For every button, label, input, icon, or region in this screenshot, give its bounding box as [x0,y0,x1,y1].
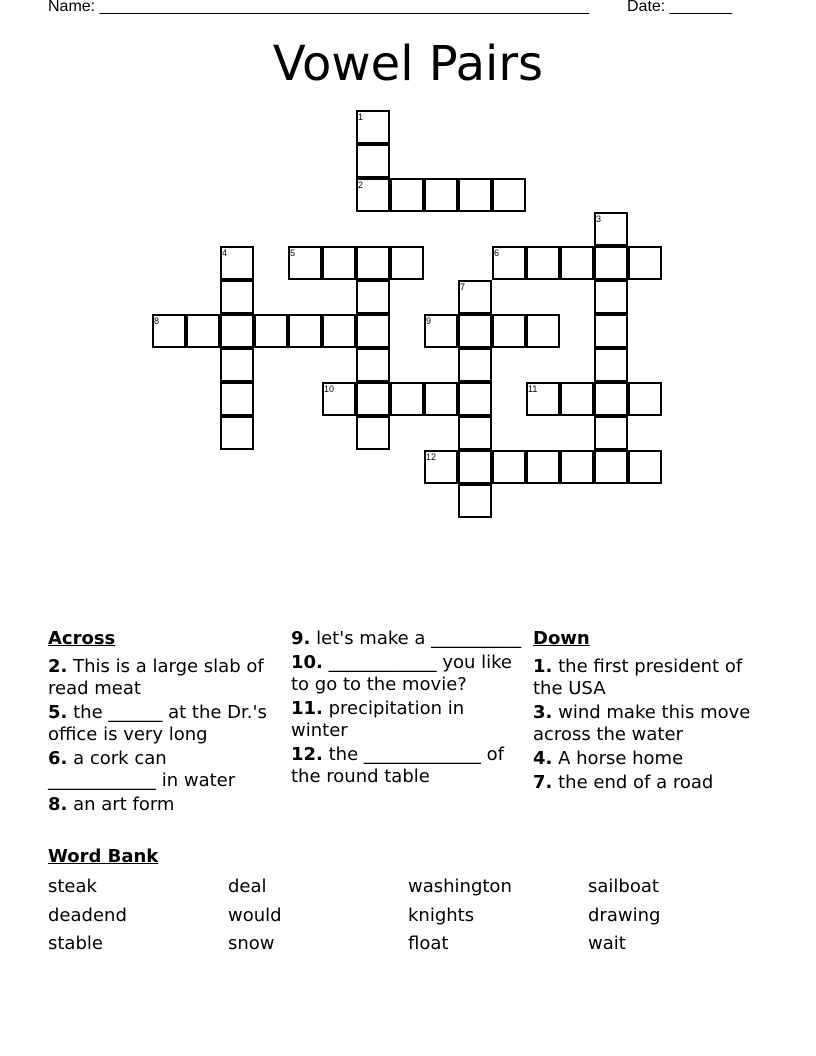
word-bank-item: would [228,904,282,926]
crossword-cell[interactable] [288,314,322,348]
clue-across: 9. let's make a __________ [291,628,522,649]
crossword-cell[interactable] [492,450,526,484]
clue-down: 7. the end of a road [533,772,714,793]
crossword-cell[interactable] [458,382,492,416]
clue-number: 12 [426,452,437,462]
clue-number: 4 [222,248,228,258]
crossword-cell[interactable] [594,416,628,450]
clue-across: 10. ____________ you like to go to the movie? [291,652,512,695]
crossword-cell[interactable] [492,178,526,212]
clue-number: 7 [460,282,466,292]
clue-number: 10 [324,384,335,394]
clue-number: 5 [290,248,296,258]
word-bank-heading: Word Bank [48,846,159,867]
word-bank-item: washington [408,876,512,897]
crossword-cell[interactable] [594,280,628,314]
clue-down: 1. the first president of the USA [533,656,743,699]
crossword-cell[interactable] [390,246,424,280]
crossword-cell[interactable] [220,314,254,348]
clue-number: 8 [154,316,160,326]
crossword-cell[interactable] [356,416,390,450]
word-bank-item: wait [588,933,626,954]
clue-number: 1 [358,112,364,122]
crossword-cell[interactable] [424,382,458,416]
page-title: Vowel Pairs [272,36,544,92]
down-heading: Down [533,628,590,649]
crossword-cell[interactable] [254,314,288,348]
clue-across: 12. the _____________ of the round table [291,744,504,787]
crossword-cell[interactable] [594,348,628,382]
crossword-cell[interactable] [458,314,492,348]
crossword-cell[interactable] [458,484,492,518]
crossword-cell[interactable] [356,382,390,416]
word-bank-item: deal [228,876,267,897]
crossword-cell[interactable] [628,246,662,280]
clue-down: 4. A horse home [533,748,684,769]
word-bank-item: sailboat [588,876,659,897]
crossword-cell[interactable] [322,314,356,348]
crossword-cell[interactable] [390,178,424,212]
crossword-cell[interactable] [594,246,628,280]
crossword-cell[interactable] [628,382,662,416]
clue-number: 2 [358,180,364,190]
word-bank-item: steak [48,876,97,897]
crossword-cell[interactable] [356,314,390,348]
crossword-cell[interactable] [628,450,662,484]
word-bank-item: drawing [588,904,661,926]
clue-across: 2. This is a large slab of read meat [48,656,264,699]
word-bank-item: deadend [48,904,127,926]
crossword-cell[interactable] [356,246,390,280]
clue-number: 11 [528,384,538,394]
across-clues-column-1 [48,628,280,818]
crossword-cell[interactable] [458,348,492,382]
clue-number: 3 [596,214,602,224]
crossword-cell[interactable] [424,178,458,212]
crossword-cell[interactable] [526,450,560,484]
word-bank-item: stable [48,933,103,954]
clue-across: 8. an art form [48,794,175,815]
crossword-cell[interactable] [594,314,628,348]
across-clues-column-2 [291,628,523,790]
word-bank-item: snow [228,933,275,954]
crossword-cell[interactable] [186,314,220,348]
word-bank-item: float [408,933,449,954]
crossword-cell[interactable] [220,382,254,416]
date-field-label: Date: _______ [627,0,732,15]
down-clues-column [533,628,765,796]
crossword-cell[interactable] [220,416,254,450]
crossword-cell[interactable] [220,280,254,314]
crossword-cell[interactable] [560,246,594,280]
crossword-cell[interactable] [526,246,560,280]
clue-number: 9 [426,316,432,326]
crossword-cell[interactable] [356,144,390,178]
crossword-cell[interactable] [356,280,390,314]
crossword-cell[interactable] [356,348,390,382]
crossword-cell[interactable] [322,246,356,280]
name-field-label: Name: _______________________________________________________ [48,0,589,15]
word-bank-item: knights [408,904,475,926]
crossword-cell[interactable] [594,450,628,484]
crossword-cell[interactable] [458,416,492,450]
crossword-cell[interactable] [458,450,492,484]
clue-across: 5. the ______ at the Dr.'s office is very long [48,702,267,745]
crossword-cell[interactable] [390,382,424,416]
clue-number: 6 [494,248,500,258]
crossword-cell[interactable] [560,450,594,484]
across-heading: Across [48,628,116,649]
crossword-cell[interactable] [220,348,254,382]
crossword-cell[interactable] [458,178,492,212]
clue-down: 3. wind make this move across the water [533,702,751,745]
clue-across: 6. a cork can ____________ in water [48,748,236,791]
crossword-cell[interactable] [526,314,560,348]
crossword-cell[interactable] [560,382,594,416]
crossword-cell[interactable] [492,314,526,348]
clue-across: 11. precipitation in winter [291,698,465,741]
crossword-cell[interactable] [594,382,628,416]
